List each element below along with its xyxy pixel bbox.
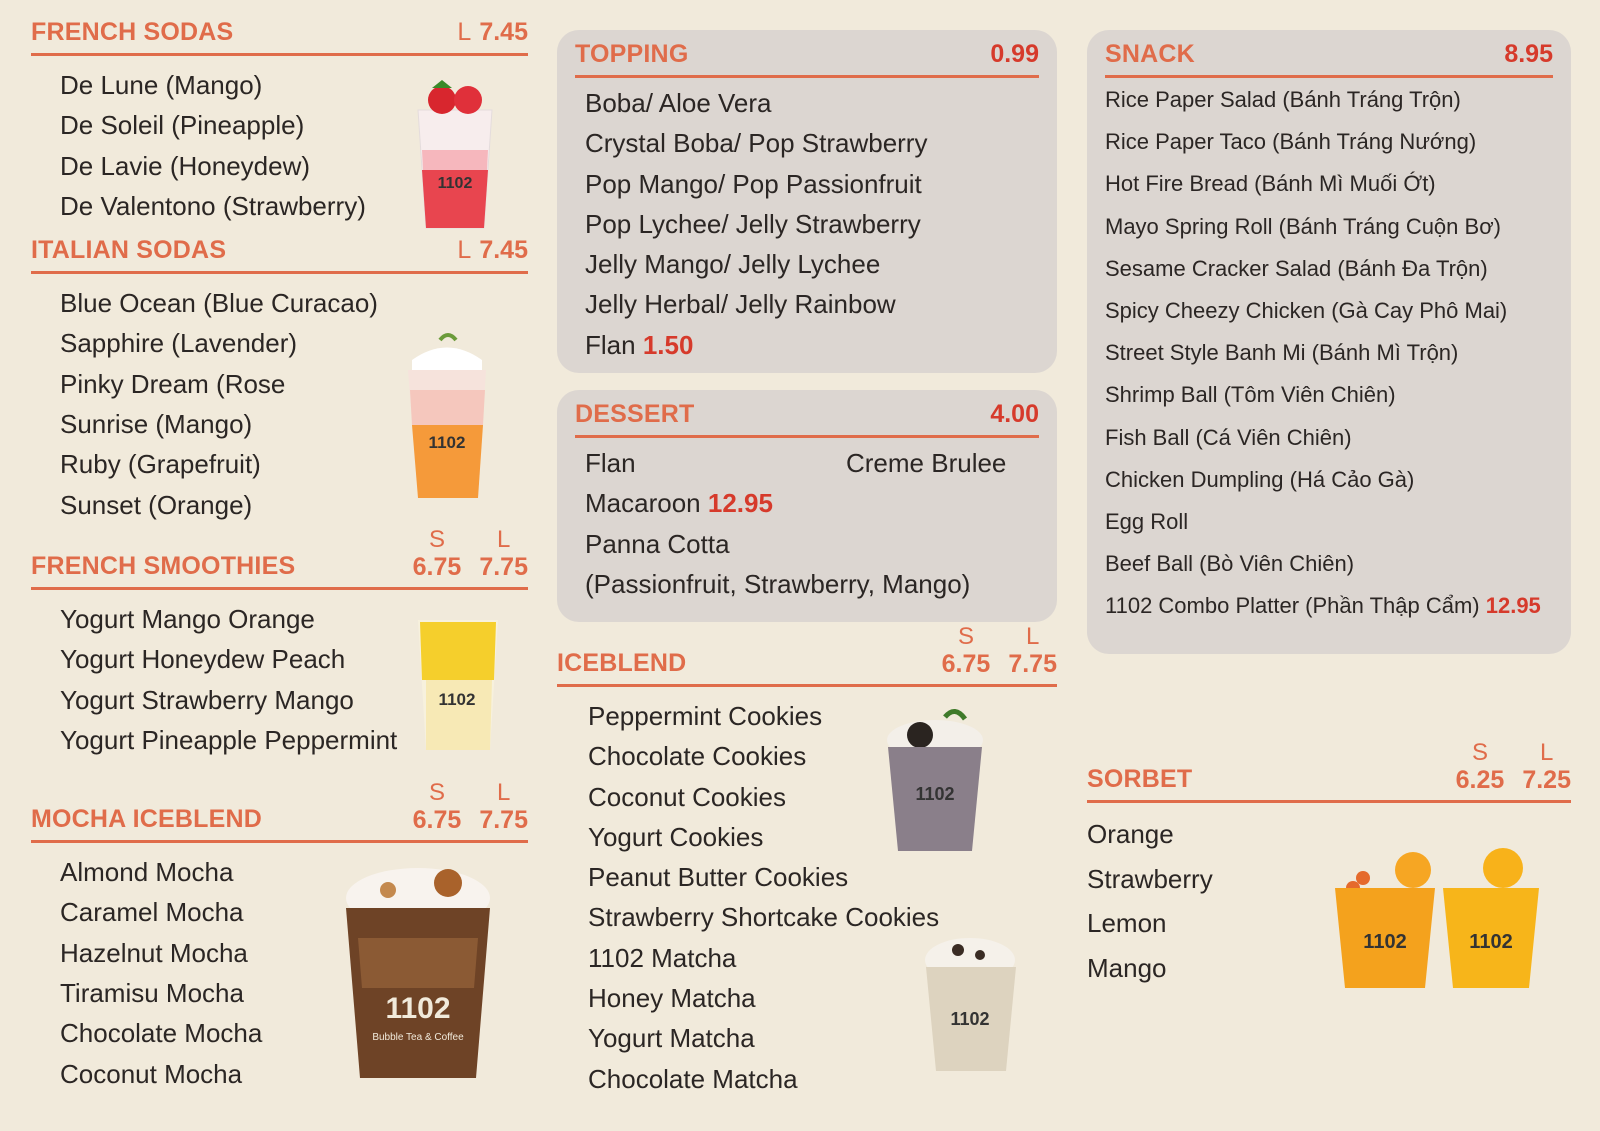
price-value: 8.95 [1504,40,1553,68]
dessert-header [575,400,1039,438]
size-label: S [428,525,445,553]
size-label: L [457,236,472,265]
section-title: FRENCH SODAS [31,18,234,46]
size-label: L [1025,623,1040,650]
section-title: MOCHA ICEBLEND [31,805,263,834]
iceblend-matcha-drink-image [918,925,1023,1075]
list-item: Hazelnut Mocha [60,937,248,968]
size-prices [1456,740,1571,794]
price-value: 6.25 [1455,766,1505,794]
list-item: Hot Fire Bread (Bánh Mì Muối Ớt) [1105,171,1436,197]
list-item: Jelly Herbal/ Jelly Rainbow [585,289,896,320]
list-item: Sapphire (Lavender) [60,328,298,359]
item-label: Flan [585,448,636,478]
list-item: Rice Paper Salad (Bánh Tráng Trộn) [1105,87,1461,112]
price-value: 6.75 [941,650,991,678]
section-title: SORBET [1087,765,1193,793]
size-prices [413,780,528,834]
list-item: Tiramisu Mocha [60,978,244,1009]
section-title: ITALIAN SODAS [31,236,227,265]
list-item: De Soleil (Pineapple) [60,110,305,141]
list-item: Pop Lychee/ Jelly Strawberry [585,208,921,239]
list-item: Coconut Mocha [60,1058,243,1089]
size-prices [942,624,1057,678]
list-item: Sunrise (Mango) [60,409,253,440]
item-label: Macaroon [585,488,701,519]
price-value: 0.99 [990,40,1039,68]
list-item: Yogurt Matcha [588,1023,755,1054]
list-item: Orange [1087,819,1174,849]
list-item: Peanut Butter Cookies [588,862,849,893]
dessert-box [557,390,1057,622]
list-item: 1102 Matcha [588,942,737,973]
item-label: Creme Brulee [846,448,1007,478]
list-item: Yogurt Cookies [588,821,764,852]
list-item: Crystal Boba/ Pop Strawberry [585,128,928,159]
list-item: De Lavie (Honeydew) [60,150,311,181]
list-item: Street Style Banh Mi (Bánh Mì Trộn) [1105,340,1459,366]
list-item: Peppermint Cookies [588,701,823,731]
item-label: Flan [585,329,636,360]
list-item: Fish Ball (Cá Viên Chiên) [1105,424,1352,450]
list-item: Strawberry [1087,863,1213,894]
list-item: Pop Mango/ Pop Passionfruit [585,168,922,199]
list-item: Caramel Mocha [60,897,244,928]
size-label: L [457,18,472,46]
list-item: Strawberry Shortcake Cookies [588,902,940,933]
list-item: Yogurt Honeydew Peach [60,644,346,675]
list-item: Rice Paper Taco (Bánh Tráng Nướng) [1105,129,1477,155]
size-label: S [428,779,445,807]
topping-list [575,83,1039,365]
snack-header [1105,40,1553,78]
section-title: FRENCH SMOOTHIES [31,551,296,580]
list-item: Lemon [1087,908,1167,938]
topping-header [575,40,1039,78]
cup-logo: 1102 [915,784,955,804]
snack-list [1105,79,1553,628]
mocha-iceblend-drink-image [338,858,498,1083]
list-item: Sesame Cracker Salad (Bánh Đa Trộn) [1105,255,1488,281]
price-value: 7.25 [1522,766,1571,794]
item-label: 1102 Combo Platter (Phần Thập Cẩm) [1105,593,1480,619]
size-prices [413,527,528,581]
list-item: Honey Matcha [588,983,756,1014]
french-smoothie-drink-image [410,610,505,755]
size-label: L [496,525,511,553]
list-item: Yogurt Mango Orange [60,603,315,634]
list-item: (Passionfruit, Strawberry, Mango) [585,568,971,599]
item-price: 1.50 [642,329,694,360]
list-item: Egg Roll [1105,509,1189,535]
list-item [585,325,1039,365]
list-item: Boba/ Aloe Vera [585,88,772,118]
iceblend-header [557,624,1057,687]
list-item: Sunset (Orange) [60,489,253,520]
list-item: De Lune (Mango) [60,70,263,100]
price-value: 7.75 [479,806,528,835]
cup-logo: 1102 [385,992,451,1025]
topping-box [557,30,1057,373]
price-value: 7.75 [1008,650,1057,678]
size-label: L [496,779,511,807]
french-sodas-header [31,18,528,56]
list-item: Yogurt Pineapple Peppermint [60,724,398,755]
size-label: S [1471,739,1488,766]
price-value: 7.75 [479,552,528,581]
list-item: Almond Mocha [60,857,234,888]
cup-tagline: Bubble Tea & Coffee [372,1032,464,1043]
list-item: Jelly Mango/ Jelly Lychee [585,249,881,280]
snack-box [1087,30,1571,654]
iceblend-cookie-drink-image [880,705,990,855]
list-item: Coconut Cookies [588,781,786,812]
italian-soda-drink-image [400,330,495,505]
list-item [1105,585,1553,627]
section-price [457,18,528,47]
list-item: Blue Ocean (Blue Curacao) [60,288,378,319]
list-item: Mango [1087,952,1167,983]
price-value: 7.45 [479,18,528,46]
section-title: ICEBLEND [557,649,687,677]
italian-sodas-header [31,236,528,274]
list-item: Chicken Dumpling (Há Cảo Gà) [1105,466,1415,492]
french-soda-drink-image [410,70,500,235]
price-value: 4.00 [990,400,1039,428]
list-item: Spicy Cheezy Chicken (Gà Cay Phô Mai) [1105,298,1508,324]
list-item: Ruby (Grapefruit) [60,449,261,480]
price-value: 6.75 [412,806,462,835]
section-title: SNACK [1105,40,1195,68]
cup-logo: 1102 [438,690,476,709]
size-label: L [1539,739,1554,766]
list-item: Yogurt Strawberry Mango [60,684,354,715]
cup-logo: 1102 [1469,931,1513,953]
cup-logo: 1102 [1363,931,1407,953]
french-smoothies-header [31,527,528,590]
cup-logo: 1102 [437,175,473,192]
list-item [585,443,1039,483]
list-item: Panna Cotta [585,528,730,559]
list-item: Chocolate Mocha [60,1018,263,1049]
size-label: S [957,623,974,650]
section-title: DESSERT [575,400,695,428]
list-item: Beef Ball (Bò Viên Chiên) [1105,551,1355,577]
list-item: Shrimp Ball (Tôm Viên Chiên) [1105,382,1396,408]
sorbet-drinks-image [1333,848,1543,993]
list-item: De Valentono (Strawberry) [60,190,366,221]
dessert-list [575,443,1039,604]
list-item: Mayo Spring Roll (Bánh Tráng Cuộn Bơ) [1105,213,1501,239]
sorbet-header [1087,740,1571,803]
mocha-iceblend-header [31,780,528,843]
list-item [585,483,1039,523]
price-value: 6.75 [412,552,462,581]
price-value: 7.45 [479,236,528,265]
list-item: Chocolate Cookies [588,741,807,772]
cup-logo: 1102 [428,433,466,452]
cup-logo: 1102 [950,1009,990,1029]
section-title: TOPPING [575,40,689,68]
item-price: 12.95 [707,488,773,519]
item-price: 12.95 [1485,593,1541,619]
column-right [1087,30,1571,990]
list-item: Chocolate Matcha [588,1063,798,1094]
list-item: Pinky Dream (Rose [60,368,286,399]
section-price [457,236,528,265]
